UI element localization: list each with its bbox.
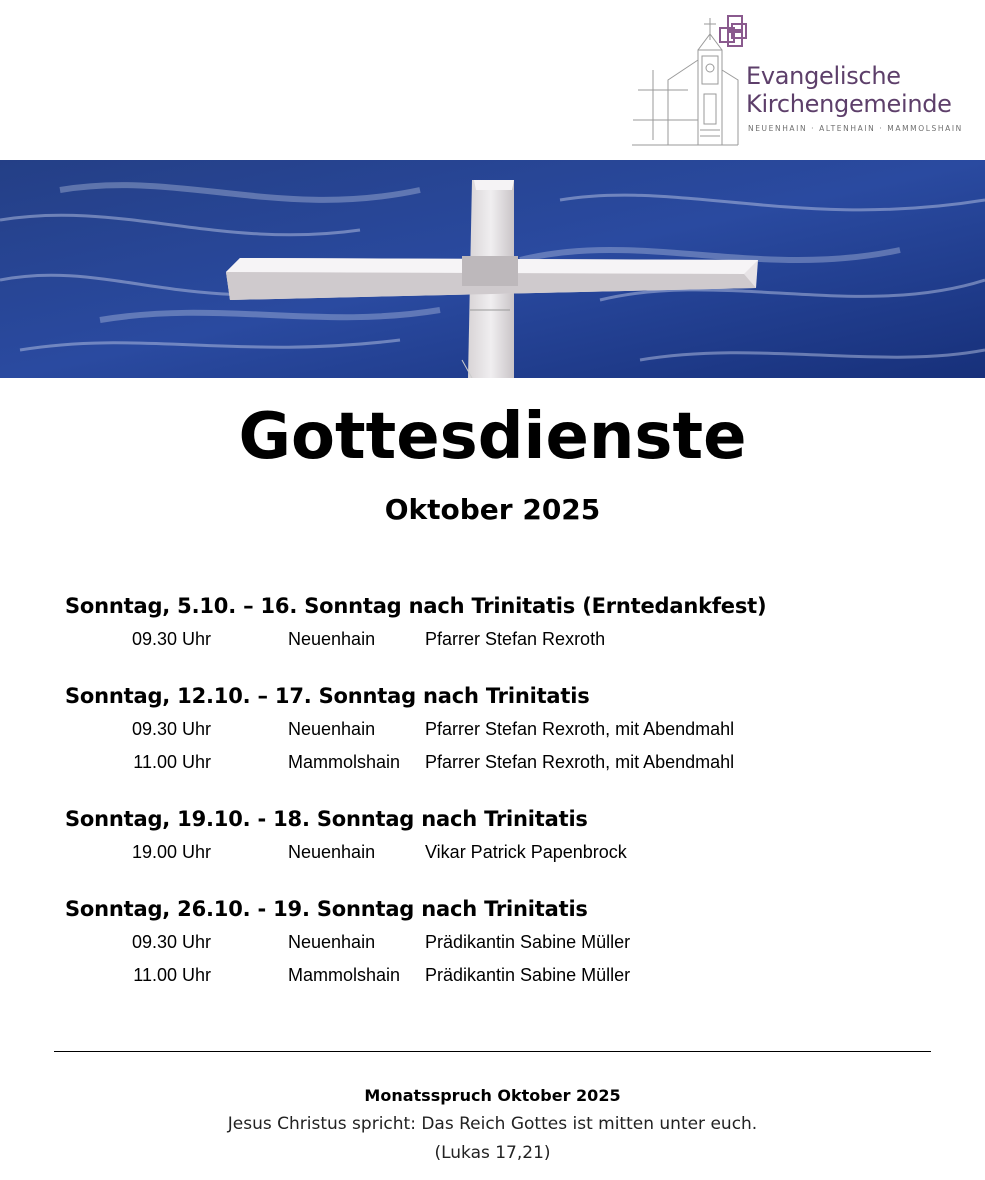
cross-image (0, 160, 985, 378)
page-subtitle: Oktober 2025 (384, 493, 601, 526)
service-person: Prädikantin Sabine Müller (425, 932, 631, 952)
service-place: Neuenhain (288, 629, 376, 649)
service-place: Mammolshain (288, 752, 401, 772)
service-row (65, 746, 945, 779)
service-heading: Sonntag, 19.10. - 18. Sonntag nach Trinitatis (65, 807, 588, 831)
monthly-verse-reference: (Lukas 17,21) (434, 1143, 551, 1163)
service-time: 11.00 Uhr (133, 965, 211, 985)
monthly-verse-text: Jesus Christus spricht: Das Reich Gottes ist mitten unter euch. (227, 1114, 758, 1134)
logo-subtitle: NEUENHAIN · ALTENHAIN · MAMMOLSHAIN (748, 124, 963, 133)
service-heading: Sonntag, 5.10. – 16. Sonntag nach Trinitatis (Erntedankfest) (65, 594, 767, 618)
service-time: 09.30 Uhr (131, 719, 211, 739)
service-day (65, 590, 945, 656)
service-place: Neuenhain (288, 932, 376, 952)
service-place: Neuenhain (288, 719, 376, 739)
service-row (65, 959, 945, 992)
service-list (65, 590, 945, 1016)
page-title: Gottesdienste (238, 400, 747, 474)
church-logo (628, 10, 968, 150)
service-time: 19.00 Uhr (131, 842, 211, 862)
service-row (65, 713, 945, 746)
service-place: Neuenhain (288, 842, 376, 862)
service-person: Prädikantin Sabine Müller (425, 965, 631, 985)
logo-text-line2: Kirchengemeinde (746, 90, 952, 118)
service-row (65, 926, 945, 959)
service-person: Pfarrer Stefan Rexroth, mit Abendmahl (425, 752, 735, 772)
service-time: 11.00 Uhr (133, 752, 211, 772)
service-day (65, 680, 945, 779)
service-time: 09.30 Uhr (131, 629, 211, 649)
service-day (65, 893, 945, 992)
service-person: Vikar Patrick Papenbrock (425, 842, 627, 862)
church-building-icon (628, 10, 748, 150)
service-heading: Sonntag, 26.10. - 19. Sonntag nach Trinitatis (65, 897, 588, 921)
cross-sky-banner (0, 160, 985, 378)
service-row (65, 836, 945, 869)
service-heading: Sonntag, 12.10. – 17. Sonntag nach Trinitatis (65, 684, 590, 708)
logo-text-line1: Evangelische (746, 62, 901, 90)
service-time: 09.30 Uhr (131, 932, 211, 952)
service-person: Pfarrer Stefan Rexroth (425, 629, 606, 649)
service-place: Mammolshain (288, 965, 401, 985)
service-row (65, 623, 945, 656)
divider (54, 1051, 931, 1052)
service-person: Pfarrer Stefan Rexroth, mit Abendmahl (425, 719, 735, 739)
monthly-verse-title: Monatsspruch Oktober 2025 (364, 1086, 621, 1105)
service-day (65, 803, 945, 869)
